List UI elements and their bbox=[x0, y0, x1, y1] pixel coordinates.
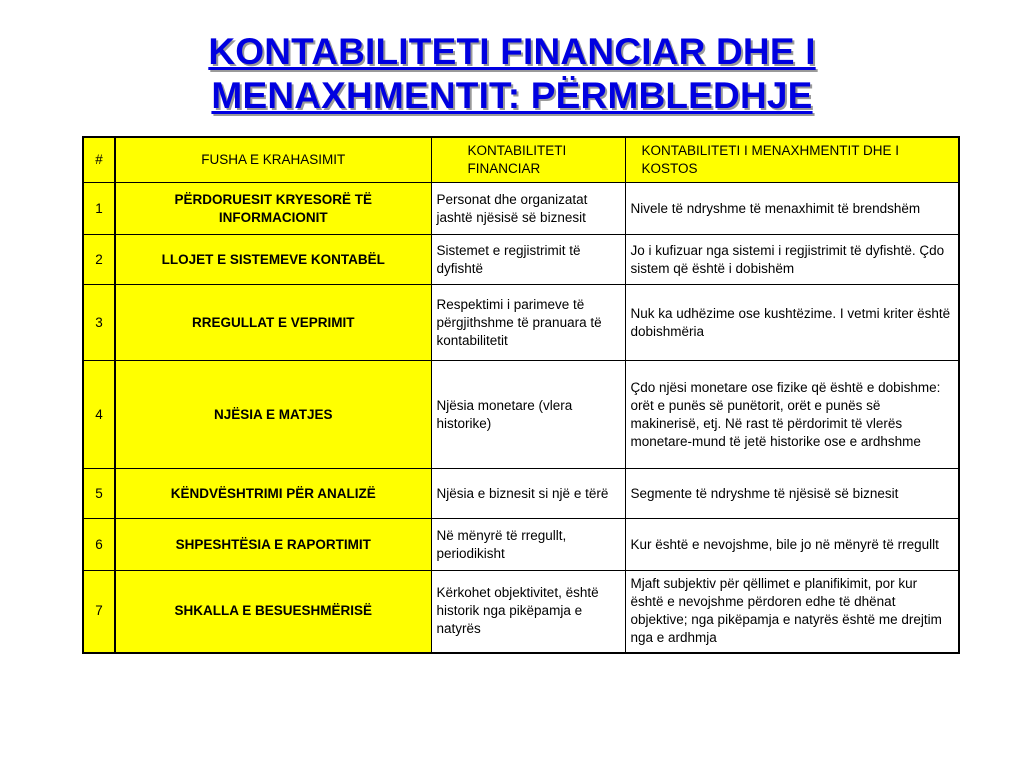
row-financial: Sistemet e regjistrimit të dyfishtë bbox=[431, 235, 625, 285]
comparison-table bbox=[82, 136, 960, 654]
row-financial: Personat dhe organizatat jashtë njësisë së biznesit bbox=[431, 183, 625, 235]
page-title-line-2: MENAXHMENTIT: PËRMBLEDHJE bbox=[211, 75, 813, 116]
header-comparison-field: FUSHA E KRAHASIMIT bbox=[115, 137, 431, 183]
row-field: PËRDORUESIT KRYESORË TË INFORMACIONIT bbox=[115, 183, 431, 235]
row-financial: Njësia monetare (vlera historike) bbox=[431, 361, 625, 469]
table-row bbox=[83, 469, 959, 519]
row-number: 5 bbox=[83, 469, 115, 519]
table-row bbox=[83, 571, 959, 653]
table-row bbox=[83, 235, 959, 285]
row-field: NJËSIA E MATJES bbox=[115, 361, 431, 469]
row-number: 4 bbox=[83, 361, 115, 469]
page-title-line-1: KONTABILITETI FINANCIAR DHE I bbox=[208, 31, 816, 72]
table-row bbox=[83, 361, 959, 469]
header-managerial-accounting: KONTABILITETI I MENAXHMENTIT DHE I KOSTOS bbox=[625, 137, 959, 183]
row-managerial: Jo i kufizuar nga sistemi i regjistrimit të dyfishtë. Çdo sistem që është i dobishëm bbox=[625, 235, 959, 285]
row-financial: Respektimi i parimeve të përgjithshme të pranuara të kontabilitetit bbox=[431, 285, 625, 361]
table-header-row bbox=[83, 137, 959, 183]
page-title bbox=[0, 30, 1024, 118]
table-row bbox=[83, 183, 959, 235]
row-number: 1 bbox=[83, 183, 115, 235]
header-financial-accounting: KONTABILITETI FINANCIAR bbox=[431, 137, 625, 183]
row-financial: Njësia e biznesit si një e tërë bbox=[431, 469, 625, 519]
row-field: RREGULLAT E VEPRIMIT bbox=[115, 285, 431, 361]
row-managerial: Kur është e nevojshme, bile jo në mënyrë të rregullt bbox=[625, 519, 959, 571]
row-managerial: Nivele të ndryshme të menaxhimit të brendshëm bbox=[625, 183, 959, 235]
table-row bbox=[83, 519, 959, 571]
row-number: 6 bbox=[83, 519, 115, 571]
row-field: SHPESHTËSIA E RAPORTIMIT bbox=[115, 519, 431, 571]
row-managerial: Mjaft subjektiv për qëllimet e planifikimit, por kur është e nevojshme përdoren edhe të dhënat objektive; nga pikëpamja e natyrës është me drejtim nga e ardhmja bbox=[625, 571, 959, 653]
row-field: SHKALLA E BESUESHMËRISË bbox=[115, 571, 431, 653]
row-financial: Kërkohet objektivitet, është historik nga pikëpamja e natyrës bbox=[431, 571, 625, 653]
row-managerial: Nuk ka udhëzime ose kushtëzime. I vetmi kriter është dobishmëria bbox=[625, 285, 959, 361]
row-financial: Në mënyrë të rregullt, periodikisht bbox=[431, 519, 625, 571]
row-number: 3 bbox=[83, 285, 115, 361]
row-number: 2 bbox=[83, 235, 115, 285]
row-managerial: Çdo njësi monetare ose fizike që është e dobishme: orët e punës së punëtorit, orët e punës së makinerisë, etj. Në rast të përdorimit të vlerës monetare-mund të jetë historike ose e ardhshme bbox=[625, 361, 959, 469]
row-managerial: Segmente të ndryshme të njësisë së biznesit bbox=[625, 469, 959, 519]
row-field: LLOJET E SISTEMEVE KONTABËL bbox=[115, 235, 431, 285]
table-row bbox=[83, 285, 959, 361]
header-number: # bbox=[83, 137, 115, 183]
row-field: KËNDVËSHTRIMI PËR ANALIZË bbox=[115, 469, 431, 519]
row-number: 7 bbox=[83, 571, 115, 653]
